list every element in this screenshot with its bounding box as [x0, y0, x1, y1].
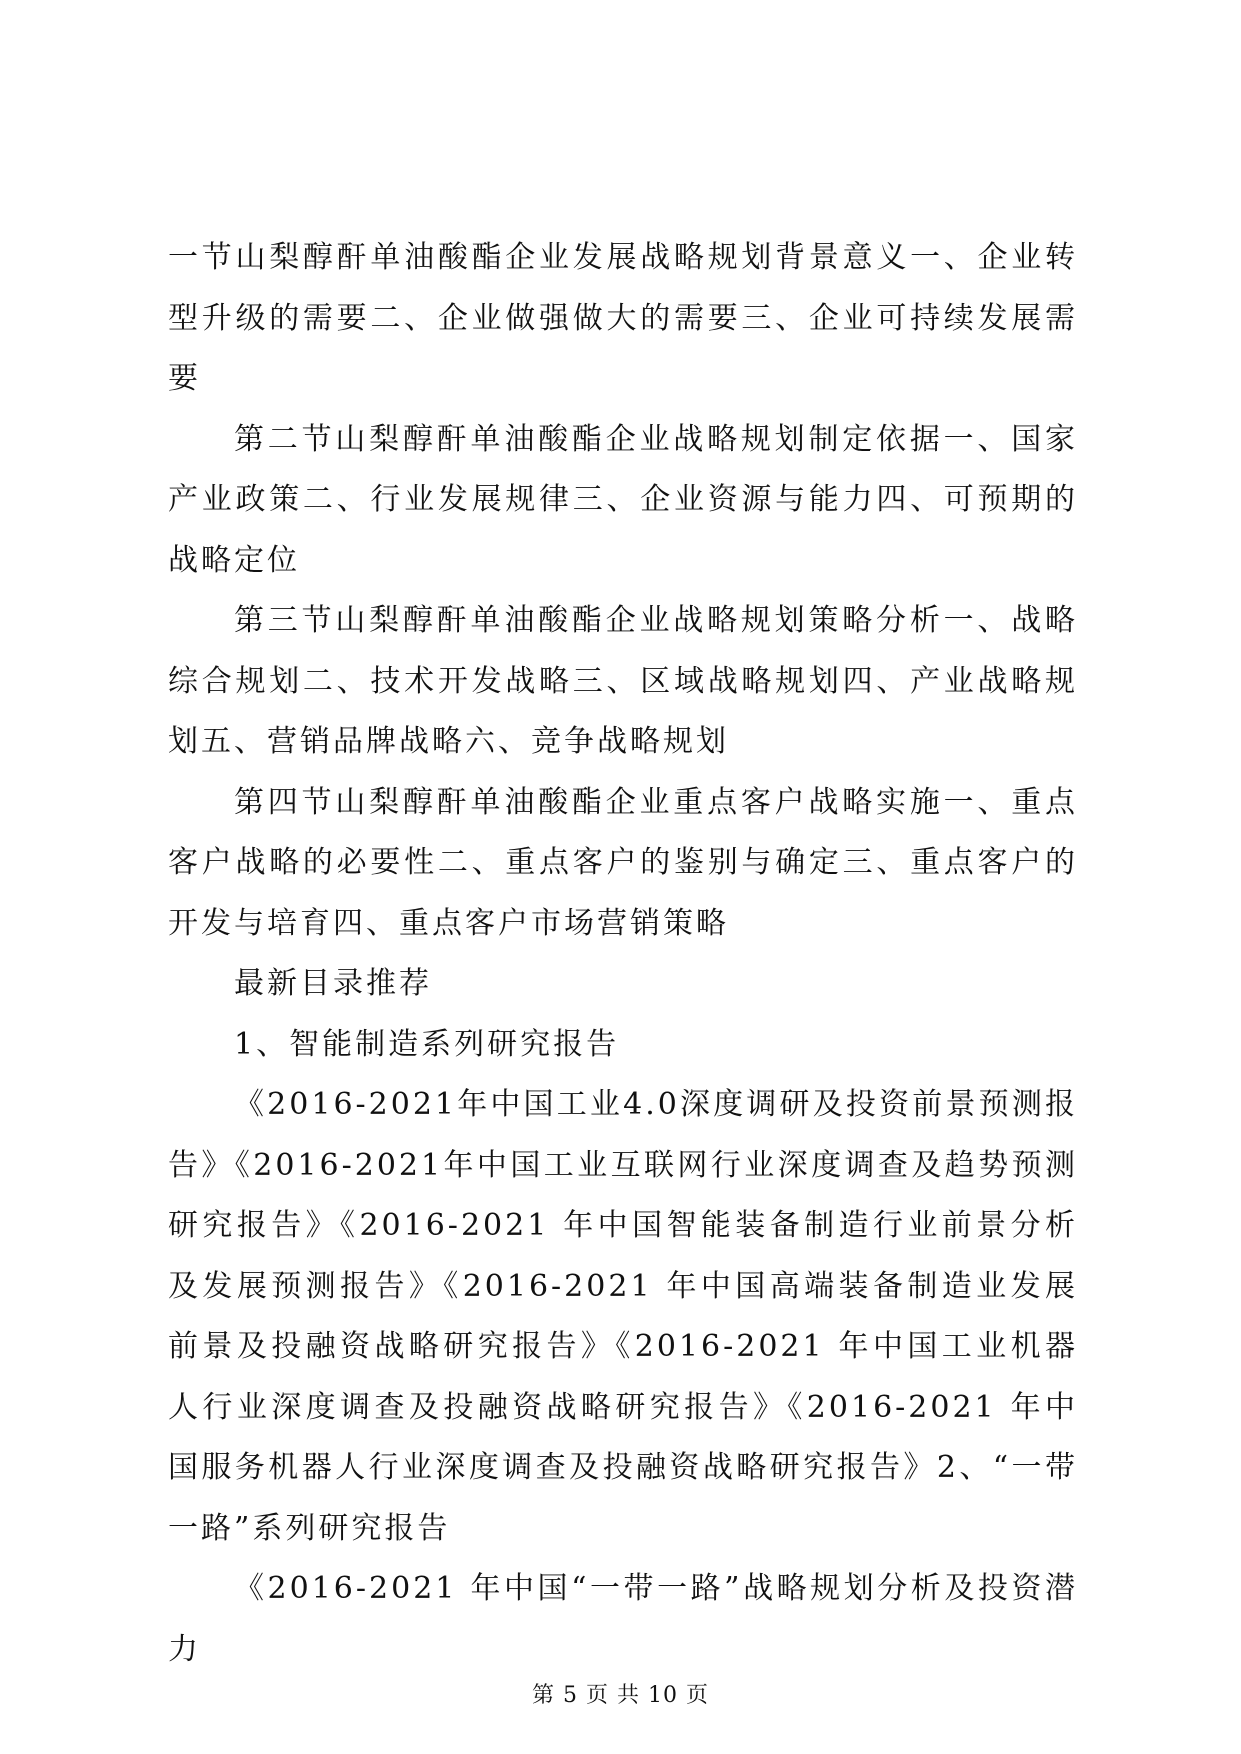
paragraph-strategy-background: 一节山梨醇酐单油酸酯企业发展战略规划背景意义一、企业转型升级的需要二、企业做强做大的需要三、企业可持续发展需要: [168, 240, 1078, 396]
report-list-paragraph: 《2016-2021年中国工业4.0深度调研及投资前景预测报告》《2016-2021年中国工业互联网行业深度调查及趋势预测研究报告》《2016-2021 年中国智能装备制造行业前景分析及发展预测报告》《2016-2021 年中国高端装备制造业发展前景及投融资战略研究报告》《2016-2021 年中国工业机器人行业深度调查及投融资战略研究报告》《2016-2021 年中国服务机器人行业深度调查及投融资战略研究报告》2、“一带一路”系列研究报告: [168, 1087, 1078, 1546]
smart-manufacturing-series-heading: 1、智能制造系列研究报告: [234, 1026, 620, 1062]
paragraph-strategy-basis: 第二节山梨醇酐单油酸酯企业战略规划制定依据一、国家产业政策二、行业发展规律三、企业资源与能力四、可预期的战略定位: [168, 421, 1078, 578]
paragraph-key-customer-strategy: 第四节山梨醇酐单油酸酯企业重点客户战略实施一、重点客户战略的必要性二、重点客户的鉴别与确定三、重点客户的开发与培育四、重点客户市场营销策略: [168, 784, 1078, 941]
belt-road-report-paragraph: 《2016-2021 年中国“一带一路”战略规划分析及投资潜力: [168, 1571, 1078, 1667]
paragraph-strategy-analysis: 第三节山梨醇酐单油酸酯企业战略规划策略分析一、战略综合规划二、技术开发战略三、区域战略规划四、产业战略规划五、营销品牌战略六、竞争战略规划: [168, 603, 1078, 759]
document-body: [168, 228, 1078, 1680]
page-number-footer: 第 5 页 共 10 页: [532, 1683, 709, 1708]
recommended-catalog-heading: 最新目录推荐: [234, 966, 432, 1001]
